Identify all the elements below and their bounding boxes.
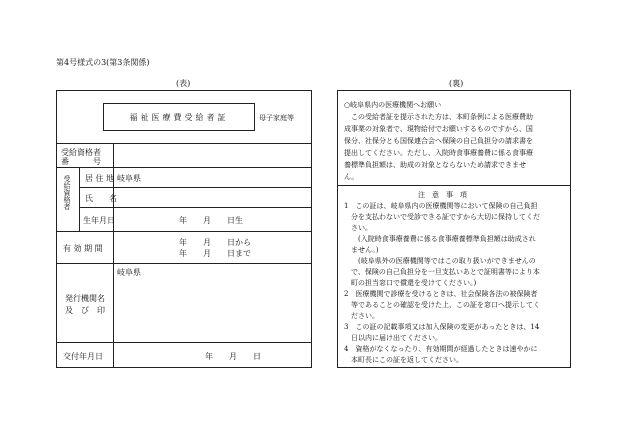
validity-from: 年 月 日から <box>179 238 251 247</box>
request-line: この受給者証を提示された方は、本町条例による医療費助 <box>344 113 533 121</box>
note-line: 3 この証の記載事項又は加入保険の変更があったときは、14 <box>344 323 540 331</box>
issue-date-label: 交付年月日 <box>63 352 103 361</box>
validity-label: 有 効 期 間 <box>63 244 103 253</box>
front-side-label: (表) <box>176 79 191 88</box>
request-line: ん。 <box>344 173 359 181</box>
issuer-label-2: 及 び 印 <box>65 306 105 315</box>
section-divider <box>338 185 570 186</box>
row-divider <box>57 167 311 168</box>
note-line: 2 医療機関で診療を受けるときは、社会保険各法の被保険者 <box>344 290 538 298</box>
note-line: ださい。 <box>344 312 379 320</box>
request-text <box>344 111 570 183</box>
notes-heading: 注 意 事 項 <box>418 191 467 199</box>
recipient-vertical-label: 受給資格者 <box>63 175 71 210</box>
note-line: ません。) <box>344 246 379 254</box>
note-line: 1 この証は、岐阜県内の医療機関等において保険の自己負担 <box>344 202 538 210</box>
request-line: 提出してください。ただし、入院時食事療養費に係る食事療 <box>344 149 533 157</box>
address-value: 岐阜県 <box>117 174 141 183</box>
row-divider <box>57 143 311 144</box>
name-label: 氏 名 <box>85 194 117 203</box>
request-line: 保分、社保分とも国保連合会へ保険の自己負担分の請求書を <box>344 137 533 145</box>
qualification-number-label: 受給資格者 <box>61 148 101 157</box>
note-line: 本町長にこの証を返してください。 <box>344 356 463 364</box>
certificate-front <box>56 90 312 368</box>
row-divider <box>57 231 311 232</box>
note-line: で、保険の自己負担分を一旦支払いあとで証明書等により本 <box>344 268 540 276</box>
back-heading: ○岐阜県内の医療機関へお願い <box>344 101 442 109</box>
address-label: 居 住 地 <box>85 174 115 183</box>
certificate-category: 母子家庭等 <box>259 114 294 122</box>
validity-to: 年 月 日まで <box>179 249 251 258</box>
request-line: 養標準負担額は、助成の対象とならないため請求できませ <box>344 161 526 169</box>
note-line: 4 資格がなくなったり、有効期間が経過したときは速やかに <box>344 345 538 353</box>
note-line: 等であることの確認を受けた上、この証を窓口へ提示してく <box>344 301 540 309</box>
request-line: 成事業の対象者で、現物給付でお願いするものですから、国 <box>344 125 533 133</box>
issue-date-value: 年 月 日 <box>205 352 261 361</box>
qualification-number-label-2: 番 号 <box>61 157 101 166</box>
issuer-label: 発行機関名 <box>65 294 105 303</box>
certificate-back <box>337 90 571 368</box>
note-line: 分を支払わないで受診できる証ですから大切に保持してくだ <box>344 213 540 221</box>
note-line: (岐阜県外の医療機関等ではこの取り扱いができませんの <box>344 257 536 265</box>
note-line: さい。 <box>344 224 372 232</box>
note-line: (入院時食事療養費に係る食事療養標準負担額は助成され <box>344 235 536 243</box>
column-divider <box>79 167 80 231</box>
dob-label: 生年月日 <box>83 216 115 225</box>
back-side-label: (裏) <box>449 79 464 88</box>
dob-value: 年 月 日生 <box>179 216 243 225</box>
note-line: 町の担当窓口で償還を受けてください。) <box>344 279 477 287</box>
row-divider <box>57 263 311 264</box>
row-divider <box>57 342 311 343</box>
form-number: 第4号様式の3(第3条関係) <box>56 58 150 67</box>
issuer-value: 岐阜県 <box>117 268 141 277</box>
certificate-title: 福祉医療費受給者証 <box>103 103 255 131</box>
notes-text <box>344 201 570 366</box>
note-line: 日以内に届け出てください。 <box>344 334 442 342</box>
